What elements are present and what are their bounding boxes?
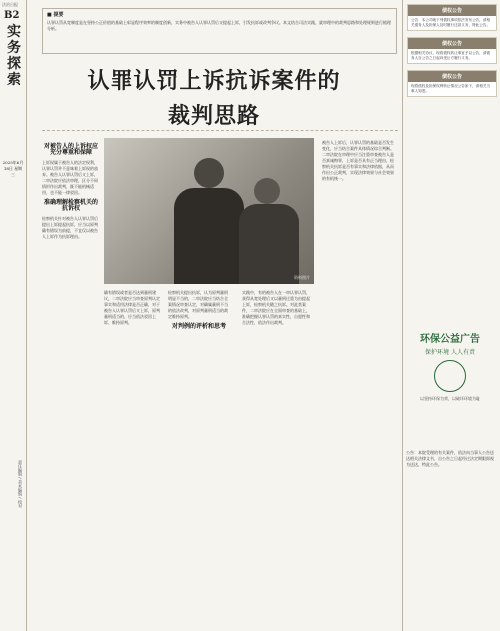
ad-stamp-icon [434, 360, 466, 392]
person-body [239, 204, 299, 284]
column-text: 检察机关针对被告人认罪认罚后提出上诉提起抗诉，应当以原判确有错误为前提，不宜仅以被告人上诉作为抗诉理由。 [42, 216, 98, 239]
column-text: 被告人上诉后，认罪认罚的基础是否发生变化，应当结合案件具体情况综合判断。二审法院在审理中应当注重审查被告人是否真诚悔罪，上诉是否具有正当理由，检察机关抗诉是否有事实和法律依据，从而作出公正裁判，实现法律效果与社会效果的有机统一。 [322, 140, 394, 181]
public-service-ad [406, 330, 494, 440]
notice-box [407, 37, 497, 64]
article-column-1 [42, 140, 100, 620]
column-text: 确有错误或者是否达到量刑建议，二审法院应当审查原判认定事实和适用法律是否正确，对于被告人认罪认罚后又上诉，原判量刑适当的，应当依法驳回上诉、维持原判。 [104, 290, 160, 325]
section-title: 实务探索 [7, 24, 21, 88]
notice-text: 现将债权及担保权利转让情况公告如下，请相关当事人知悉。 [411, 84, 491, 93]
notice-title: 债权公告 [408, 38, 496, 49]
column-text: 实践中，有的被告人在一审认罪认罚，获得从宽处理后又以量刑过重为由提起上诉，检察机关随之抗诉。对此类案件，二审法院应在全面审查的基础上，准确把握认罪认罚的真实性、自愿性和合法性，依法作出裁判。 [242, 290, 310, 325]
ad-caption: 以坚持环保为荣，以破坏环境为耻 [420, 396, 480, 401]
right-bottom-notice: 公告：本院受理的有关案件，依法向当事人公告送达相关法律文书，自公告之日起经过法定期限即视为送达，特此公告。 [406, 450, 494, 467]
ad-title: 环保公益广告 [420, 334, 480, 345]
notice-box [407, 70, 497, 97]
article-column-3 [168, 290, 230, 620]
right-notices-column [402, 0, 500, 631]
headline-divider [42, 130, 398, 131]
notice-text: 公告：本公司就下列债权事项依法发布公告，请相关债务人及担保人及时履行还款义务，特此公告。 [411, 18, 491, 27]
article-column-2 [104, 290, 162, 620]
article-headline [28, 64, 400, 130]
article-column-4 [242, 290, 312, 620]
person-head [194, 158, 224, 188]
ad-slogan: 保护环境 人人有责 [425, 349, 475, 356]
column-text: 上诉权属于被告人的法定权利，认罪认罚并不意味着上诉权的放弃。被告人认罪认罚后又上诉，二审法院应依法审理，区分不同情形作出裁判，既不能机械适用，也不能一律驳回。 [42, 160, 98, 195]
person-body [174, 188, 244, 284]
summary-text: 认罪认罚从宽制度是在坚持公正价值的基础上彰显程序效率的制度创新，实务中被告人认罪认罚后又提起上诉，引发抗诉或改判争议。本文结合司法实践，就审理中的裁判思路和处理规则进行梳理分析。 [47, 20, 391, 31]
article-summary-box [42, 8, 397, 54]
subheading: 准确理解检察机关的抗诉权 [43, 199, 98, 212]
paper-name: 法治日报 [2, 2, 18, 7]
notice-box [407, 4, 497, 31]
person-head [254, 178, 280, 204]
left-masthead-strip [0, 0, 27, 631]
summary-tag: ■ 提要 [47, 12, 64, 18]
page-number: B2 [4, 10, 20, 21]
notice-title: 债权公告 [408, 5, 496, 16]
issue-date: 2025年6月18日 星期三 [2, 160, 24, 177]
column-text: 检察机关提出抗诉，认为原判量刑明显不当的，二审法院应当结合全案情况审查认定，对确属量刑不当的依法改判，对原判量刑适当的裁定维持原判。 [168, 290, 228, 319]
editor-credits: 责任编辑 / 美术编辑 / 校对 [18, 460, 23, 508]
subheading: 对判例的评析和思考 [171, 323, 226, 330]
main-article [28, 0, 400, 631]
notice-text: 根据相关协议，现将债权转让事宜予以公告，请债务人自公告之日起向受让方履行义务。 [411, 51, 491, 60]
subheading: 对被告人的上诉权应充分尊重和保障 [43, 143, 98, 156]
article-column-5 [322, 140, 396, 620]
headline-line-1: 认罪认罚上诉抗诉案件的 [87, 69, 341, 94]
notice-title: 债权公告 [408, 71, 496, 82]
headline-line-2: 裁判思路 [167, 104, 260, 129]
photo-caption: 资料图片 [294, 275, 310, 280]
article-photo [104, 138, 314, 284]
